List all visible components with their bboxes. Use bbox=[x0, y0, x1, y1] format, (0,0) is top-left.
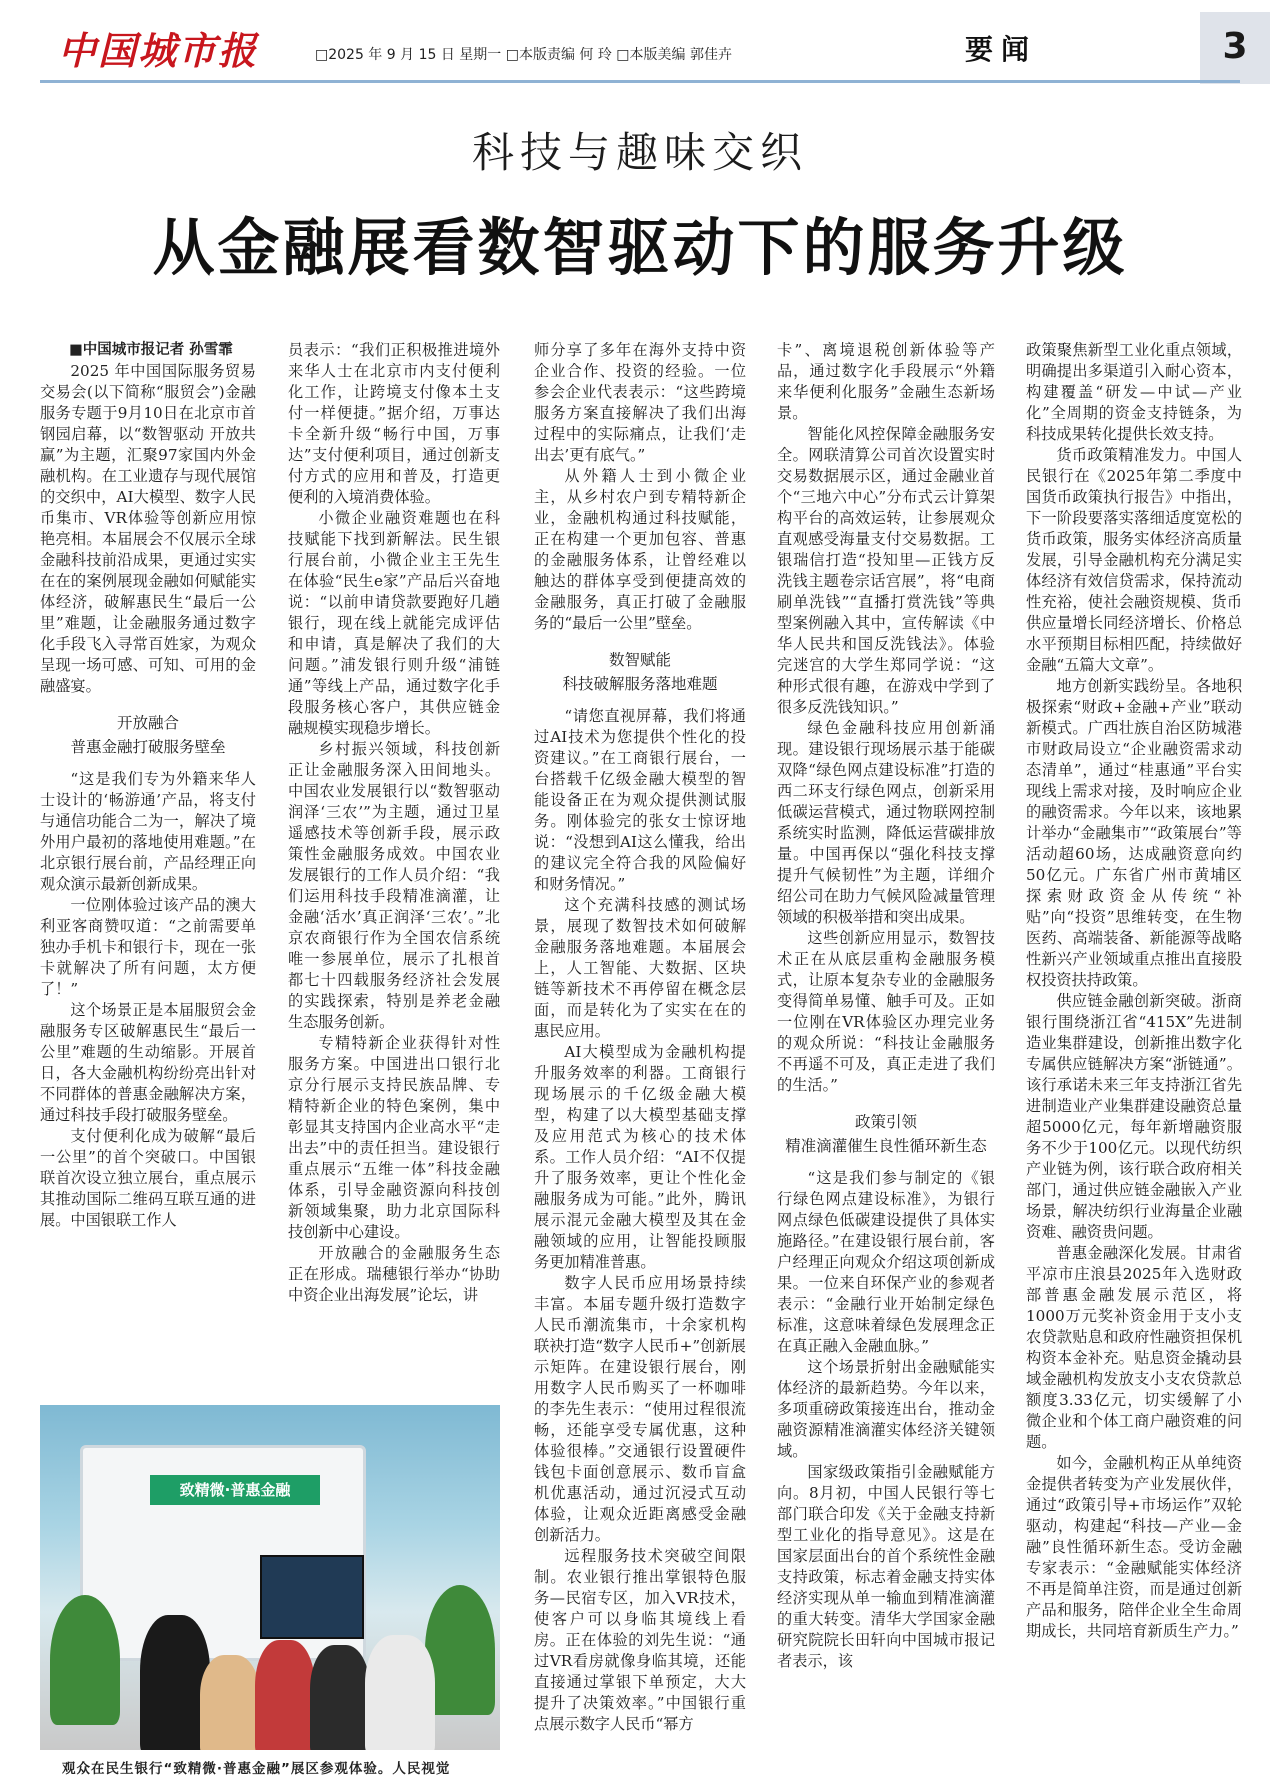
paragraph: 地方创新实践纷呈。各地积极探索“财政+金融+产业”联动新模式。广西壮族自治区防城港市财政局设立“企业融资需求动态清单”，通过“桂惠通”平台实现线上需求对接，及时响应企业的融资需求。今年以来，该地累计举办“金融集市”“政策展台”等活动超60场，达成融资意向约50亿元。广东省广州市黄埔区探索财政资金从传统“补贴”向“投资”思维转变，在生物医药、高端装备、新能源等战略性新兴产业领域重点推出直接股权投资扶持政策。 bbox=[1026, 677, 1242, 989]
article-title: 从金融展看数智驱动下的服务升级 bbox=[152, 211, 1128, 284]
paragraph: 这个充满科技感的测试场景，展现了数智技术如何破解金融服务落地难题。本届展会上，人工智能、大数据、区块链等新技术不再停留在概念层面，而是转化为了实实在在的惠民应用。 bbox=[534, 896, 746, 1040]
paragraph: 这个场景正是本届服贸会金融服务专区破解惠民生“最后一公里”难题的生动缩影。开展首日，各大金融机构纷纷亮出针对不同群体的普惠金融解决方案，通过科技手段打破服务壁垒。 bbox=[40, 1001, 256, 1124]
paragraph: 从外籍人士到小微企业主，从乡村农户到专精特新企业，金融机构通过科技赋能，正在构建一个更加包容、普惠的金融服务体系，让曾经难以触达的群体享受到便捷高效的金融服务，真正打破了金融服务的“最后一公里”壁垒。 bbox=[534, 467, 746, 632]
plant-decoration bbox=[425, 1585, 495, 1715]
paragraph: 国家级政策指引金融赋能方向。8月初，中国人民银行等七部门联合印发《关于金融支持新型工业化的指导意见》。这是在国家层面出台的首个系统性金融支持政策，标志着金融支持实体经济实现从单一输血到精准滴灌的重大转变。清华大学国家金融研究院院长田轩向中国城市报记者表示，该 bbox=[777, 1463, 995, 1670]
header-rule bbox=[40, 80, 1240, 83]
section-heading-main: 普惠金融打破服务壁垒 bbox=[70, 738, 226, 756]
visitor-figure bbox=[255, 1640, 315, 1750]
paragraph: 开放融合的金融服务生态正在形成。瑞穗银行举办“协助中资企业出海发展”论坛，讲 bbox=[288, 1244, 500, 1304]
paragraph: 供应链金融创新突破。浙商银行围绕浙江省“415X”先进制造业集群建设，创新推出数字化专属供应链解决方案“浙链通”。该行承诺未来三年支持浙江省先进制造业产业集群建设融资总量超5000亿元，每年新增融资服务不少于100亿元。以现代纺织产业链为例，该行联合政府相关部门，通过供应链金融嵌入产业场景，解决纺织行业海量企业融资难、融资贵问题。 bbox=[1026, 992, 1242, 1241]
paragraph: 员表示：“我们正积极推进境外来华人士在北京市内支付便利化工作，让跨境支付像本土支付一样便捷。”据介绍，万事达卡全新升级“畅行中国，万事达”支付便利项目，通过创新支付方式的应用和普及，打造更便利的入境消费体验。 bbox=[288, 341, 500, 506]
paragraph: 这个场景折射出金融赋能实体经济的最新趋势。今年以来，多项重磅政策接连出台，推动金融资源精准滴灌实体经济关键领域。 bbox=[777, 1358, 995, 1460]
paragraph: 一位刚体验过该产品的澳大利亚客商赞叹道：“之前需要单独办手机卡和银行卡，现在一张卡就解决了所有问题，太方便了！” bbox=[40, 896, 256, 998]
paragraph: 远程服务技术突破空间限制。农业银行推出掌银特色服务—民宿专区，加入VR技术，使客户可以身临其境线上看房。正在体验的刘先生说：“通过VR看房就像身临其境，还能直接通过掌银下单预定，大大提升了决策效率。”中国银行重点展示数字人民币“幂方 bbox=[534, 1547, 746, 1733]
paragraph: “这是我们专为外籍来华人士设计的‘畅游通’产品，将支付与通信功能合二为一，解决了境外用户最初的落地使用难题。”在北京银行展台前，产品经理正向观众演示最新创新成果。 bbox=[40, 770, 256, 893]
paragraph: 智能化风控保障金融服务安全。网联清算公司首次设置实时交易数据展示区，通过金融业首个“三地六中心”分布式云计算架构平台的高效运转，让参展观众直观感受海量支付交易数据。工银瑞信打造“投知里—正钱方反洗钱主题卷宗话宫展”，将“电商刷单洗钱”“直播打赏洗钱”等典型案例融入其中，宣传解读《中华人民共和国反洗钱法》。体验完迷宫的大学生郑同学说：“这种形式很有趣，在游戏中学到了很多反洗钱知识。” bbox=[777, 425, 995, 716]
section-heading bbox=[777, 1110, 995, 1158]
column-1 bbox=[40, 340, 256, 1231]
section-heading-main: 科技破解服务落地难题 bbox=[562, 675, 718, 693]
dateline: □2025 年 9 月 15 日 星期一 □本版责编 何 玲 □本版美编 郭佳卉 bbox=[315, 47, 732, 63]
paragraph: 货币政策精准发力。中国人民银行在《2025年第二季度中国货币政策执行报告》中指出，下一阶段要落实落细适度宽松的货币政策，服务实体经济高质量发展，引导金融机构充分满足实体经济有效信贷需求，保持流动性充裕，使社会融资规模、货币供应量增长同经济增长、价格总水平预期目标相匹配，持续做好金融“五篇大文章”。 bbox=[1026, 446, 1242, 674]
display-screen bbox=[260, 1555, 364, 1639]
paragraph: 政策聚焦新型工业化重点领域，明确提出多渠道引入耐心资本，构建覆盖“研发—中试—产业化”全周期的资金支持链条，为科技成果转化提供长效支持。 bbox=[1026, 341, 1242, 443]
section-heading-main: 精准滴灌催生良性循环新生态 bbox=[785, 1137, 987, 1155]
paragraph: 小微企业融资难题也在科技赋能下找到新解法。民生银行展台前，小微企业主王先生在体验“民生e家”产品后兴奋地说：“以前申请贷款要跑好几趟银行，现在线上就能完成评估和申请，真是解决了我们的大问题。”浦发银行则升级“浦链通”等线上产品，通过数字化手段服务核心客户，其供应链金融规模实现稳步增长。 bbox=[288, 509, 500, 737]
page-number: 3 bbox=[1200, 12, 1270, 84]
paragraph: 师分享了多年在海外支持中资企业合作、投资的经验。一位参会企业代表表示：“这些跨境服务方案直接解决了我们出海过程中的实际痛点，让我们‘走出去’更有底气。” bbox=[534, 341, 746, 464]
booth-sign: 致精微·普惠金融 bbox=[150, 1475, 320, 1505]
column-2 bbox=[288, 340, 500, 1306]
paragraph: 这些创新应用显示，数智技术正在从底层重构金融服务模式，让原本复杂专业的金融服务变得简单易懂、触手可及。正如一位刚在VR体验区办理完业务的观众所说：“科技让金融服务不再遥不可及，真正走进了我们的生活。” bbox=[777, 929, 995, 1094]
newspaper-logo: 中国城市报 bbox=[58, 28, 259, 73]
plant-decoration bbox=[50, 1595, 120, 1725]
section-name: 要闻 bbox=[965, 33, 1038, 66]
article-subtitle: 科技与趣味交织 bbox=[471, 128, 808, 177]
photo-caption: 观众在民生银行“致精微·普惠金融”展区参观体验。人民视觉 bbox=[62, 1761, 451, 1777]
paragraph: 数字人民币应用场景持续丰富。本届专题升级打造数字人民币潮流集市，十余家机构联袂打造“数字人民币+”创新展示矩阵。在建设银行展台，刚用数字人民币购买了一杯咖啡的李先生表示：“使用过程很流畅，还能享受专属优惠，这种体验很棒。”交通银行设置硬件钱包卡面创意展示、数币盲盒机优惠活动，通过沉浸式互动体验，让观众近距离感受金融创新活力。 bbox=[534, 1274, 746, 1544]
paragraph: 卡”、离境退税创新体验等产品，通过数字化手段展示“外籍来华便利化服务”金融生态新场景。 bbox=[777, 341, 995, 422]
visitor-figure bbox=[365, 1635, 435, 1750]
visitor-figure bbox=[310, 1645, 370, 1750]
byline: ■中国城市报记者 孙雪霏 bbox=[69, 342, 233, 358]
paragraph: 绿色金融科技应用创新涌现。建设银行现场展示基于能碳双降“绿色网点建设标准”打造的西二环支行绿色网点，创新采用低碳运营模式，通过物联网控制系统实时监测，降低运营碳排放量。中国再保以“强化科技支撑 提升气候韧性”为主题，详细介绍公司在助力气候风险减量管理领域的积极举措和突出成果。 bbox=[777, 719, 995, 926]
column-3 bbox=[534, 340, 746, 1735]
section-heading-kicker: 数智赋能 bbox=[608, 651, 671, 669]
column-4 bbox=[777, 340, 995, 1672]
section-heading-kicker: 政策引领 bbox=[854, 1113, 917, 1131]
column-5 bbox=[1026, 340, 1242, 1642]
paragraph: 乡村振兴领域，科技创新正让金融服务深入田间地头。中国农业发展银行以“数智驱动 润泽‘三农’”为主题，通过卫星遥感技术等创新手段，展示政策性金融服务成效。中国农业发展银行的工作人员介绍：“我们运用科技手段精准滴灌，让金融‘活水’真正润泽‘三农’。”北京农商银行作为全国农信系统唯一参展单位，展示了扎根首都七十四载服务经济社会发展的实践探索，特别是养老金融生态服务创新。 bbox=[288, 740, 500, 1031]
section-heading-kicker: 开放融合 bbox=[116, 714, 179, 732]
paragraph: 普惠金融深化发展。甘肃省平凉市庄浪县2025年入选财政部普惠金融发展示范区，将1000万元奖补资金用于支小支农贷款贴息和政府性融资担保机构资本金补充。贴息资金撬动县域金融机构发放支小支农贷款总额度3.33亿元，切实缓解了小微企业和个体工商户融资难的问题。 bbox=[1026, 1244, 1242, 1451]
paragraph: 专精特新企业获得针对性服务方案。中国进出口银行北京分行展示支持民族品牌、专精特新企业的特色案例，集中彰显其支持国内企业高水平“走出去”中的责任担当。建设银行重点展示“五维一体”科技金融体系，引导金融资源向科技创新领域集聚，助力北京国际科技创新中心建设。 bbox=[288, 1034, 500, 1241]
paragraph: 2025 年中国国际服务贸易交易会(以下简称“服贸会”)金融服务专题于9月10日在北京市首钢园启幕，以“数智驱动 开放共赢”为主题，汇聚97家国内外金融机构。在工业遗存与现代展馆的交织中，AI大模型、数字人民币集市、VR体验等创新应用惊艳亮相。本届展会不仅展示全球金融科技前沿成果，更通过实实在在的案例展现金融如何赋能实体经济，破解惠民生“最后一公里”难题，让金融服务通过数字化手段飞入寻常百姓家，为观众呈现一场可感、可知、可用的金融盛宴。 bbox=[40, 362, 256, 695]
paragraph: “请您直视屏幕，我们将通过AI技术为您提供个性化的投资建议。”在工商银行展台，一台搭载千亿级金融大模型的智能设备正在为观众提供测试服务。刚体验完的张女士惊讶地说：“没想到AI这么懂我，给出的建议完全符合我的风险偏好和财务情况。” bbox=[534, 707, 746, 893]
section-heading bbox=[534, 648, 746, 696]
visitor-figure bbox=[200, 1655, 260, 1750]
masthead bbox=[40, 12, 1248, 78]
section-heading bbox=[40, 711, 256, 759]
paragraph: AI大模型成为金融机构提升服务效率的利器。工商银行现场展示的千亿级金融大模型，构建了以大模型基础支撑及应用范式为核心的技术体系。工作人员介绍：“AI不仅提升了服务效率，更让个性化金融服务成为可能。”此外，腾讯展示混元金融大模型及其在金融领域的应用，让智能投顾服务更加精准普惠。 bbox=[534, 1043, 746, 1271]
paragraph: “这是我们参与制定的《银行绿色网点建设标准》，为银行网点绿色低碳建设提供了具体实施路径。”在建设银行展台前，客户经理正向观众介绍这项创新成果。一位来自环保产业的参观者表示：“金融行业开始制定绿色标准，这意味着绿色发展理念正在真正融入金融血脉。” bbox=[777, 1169, 995, 1355]
paragraph: 支付便利化成为破解“最后一公里”的首个突破口。中国银联首次设立独立展台，重点展示其推动国际二维码互联互通的进展。中国银联工作人 bbox=[40, 1127, 256, 1229]
paragraph: 如今，金融机构正从单纯资金提供者转变为产业发展伙伴，通过“政策引导+市场运作”双轮驱动，构建起“科技—产业—金融”良性循环新生态。受访金融专家表示：“金融赋能实体经济不再是简单注资，而是通过创新产品和服务，陪伴企业全生命周期成长，共同培育新质生产力。” bbox=[1026, 1454, 1242, 1640]
news-photo bbox=[40, 1405, 500, 1750]
